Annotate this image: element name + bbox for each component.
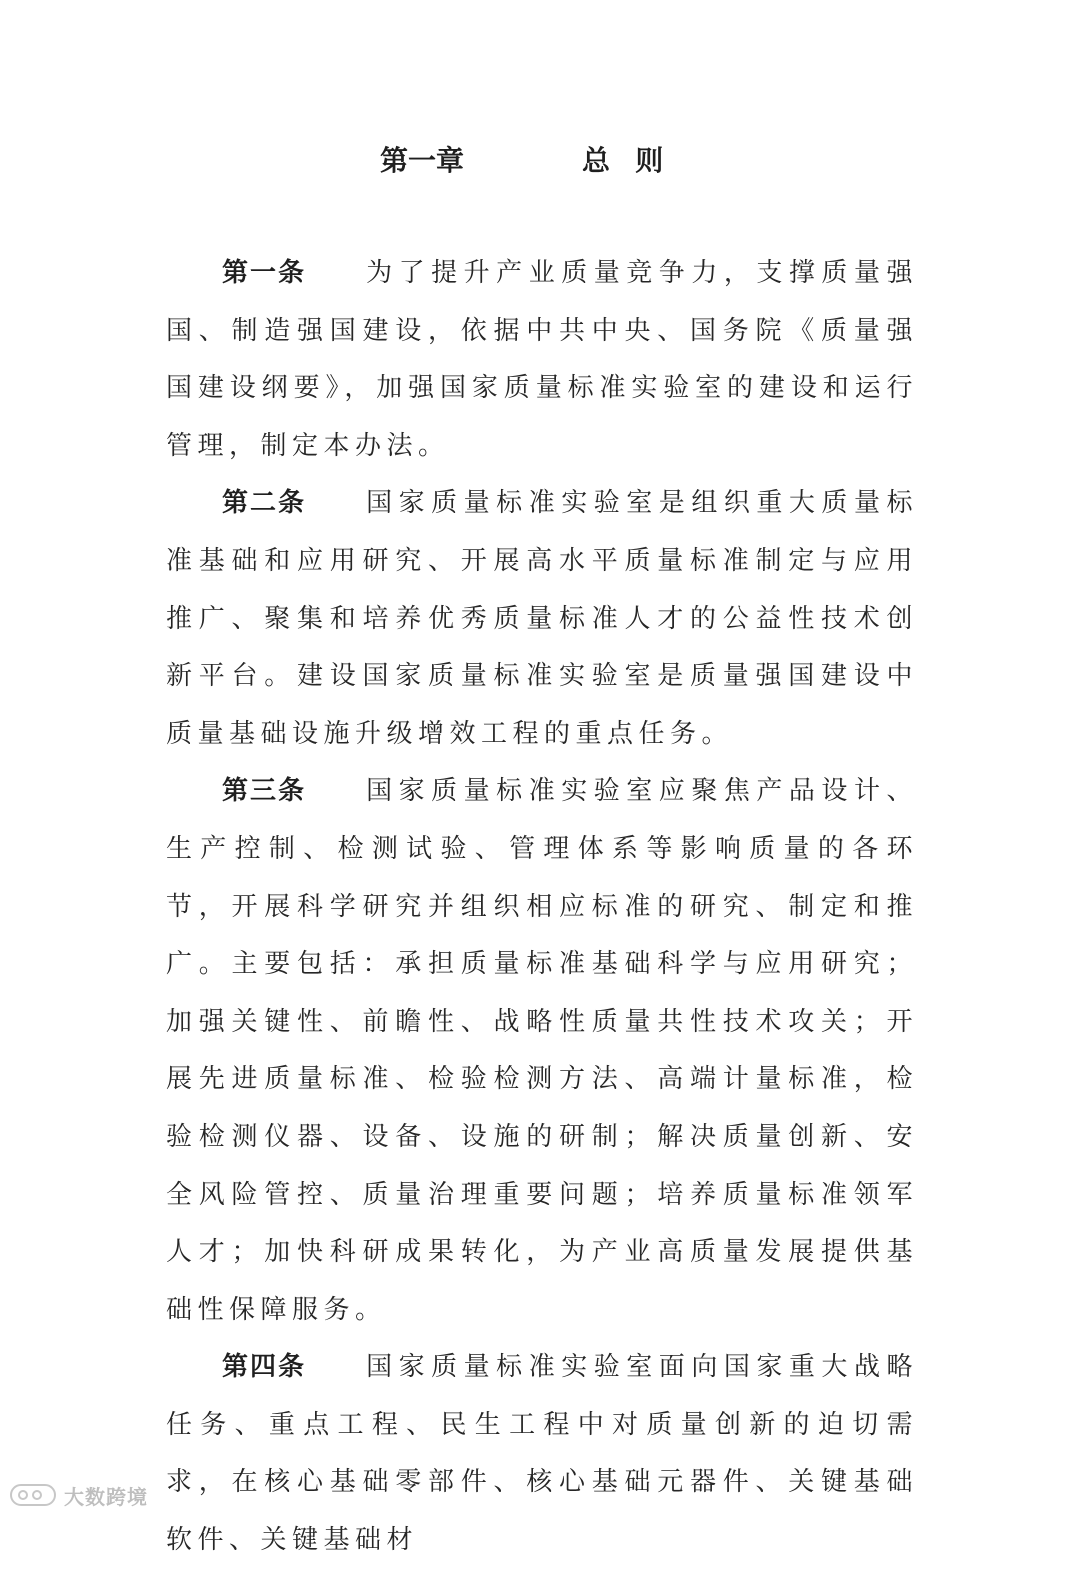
article-text: 国家质量标准实验室面向国家重大战略任务、重点工程、民生工程中对质量创新的迫切需求，在核心基础零部件、核心基础元器件、关键基础软件、关键基础材 [166,1352,918,1556]
article-label: 第一条 [222,258,307,288]
chapter-heading [380,136,688,186]
document-body [166,245,918,1570]
article-2 [166,475,918,763]
glasses-logo-icon [10,1484,56,1506]
article-text: 国家质量标准实验室应聚焦产品设计、生产控制、检测试验、管理体系等影响质量的各环节，开展科学研究并组织相应标准的研究、制定和推广。主要包括：承担质量标准基础科学与应用研究；加强关键性、前瞻性、战略性质量共性技术攻关；开展先进质量标准、检验检测方法、高端计量标准，检验检测仪器、设备、设施的研制；解决质量创新、安全风险管控、质量治理重要问题；培养质量标准领军人才；加快科研成果转化，为产业高质量发展提供基础性保障服务。 [166,776,918,1325]
chapter-number: 第一章 [380,144,465,177]
article-3 [166,763,918,1339]
watermark-text: 大数跨境 [64,1484,148,1509]
article-text: 国家质量标准实验室是组织重大质量标准基础和应用研究、开展高水平质量标准制定与应用推广、聚集和培养优秀质量标准人才的公益性技术创新平台。建设国家质量标准实验室是质量强国建设中质量基础设施升级增效工程的重点任务。 [166,488,918,749]
article-1 [166,245,918,475]
article-label: 第二条 [222,488,307,519]
article-label: 第三条 [222,776,307,807]
article-text: 为了提升产业质量竞争力，支撑质量强国、制造强国建设，依据中共中央、国务院《质量强国建设纲要》，加强国家质量标准实验室的建设和运行管理，制定本办法。 [166,258,918,461]
article-4 [166,1339,918,1569]
watermark [10,1481,148,1509]
chapter-title: 总则 [582,144,689,177]
article-label: 第四条 [222,1352,307,1383]
